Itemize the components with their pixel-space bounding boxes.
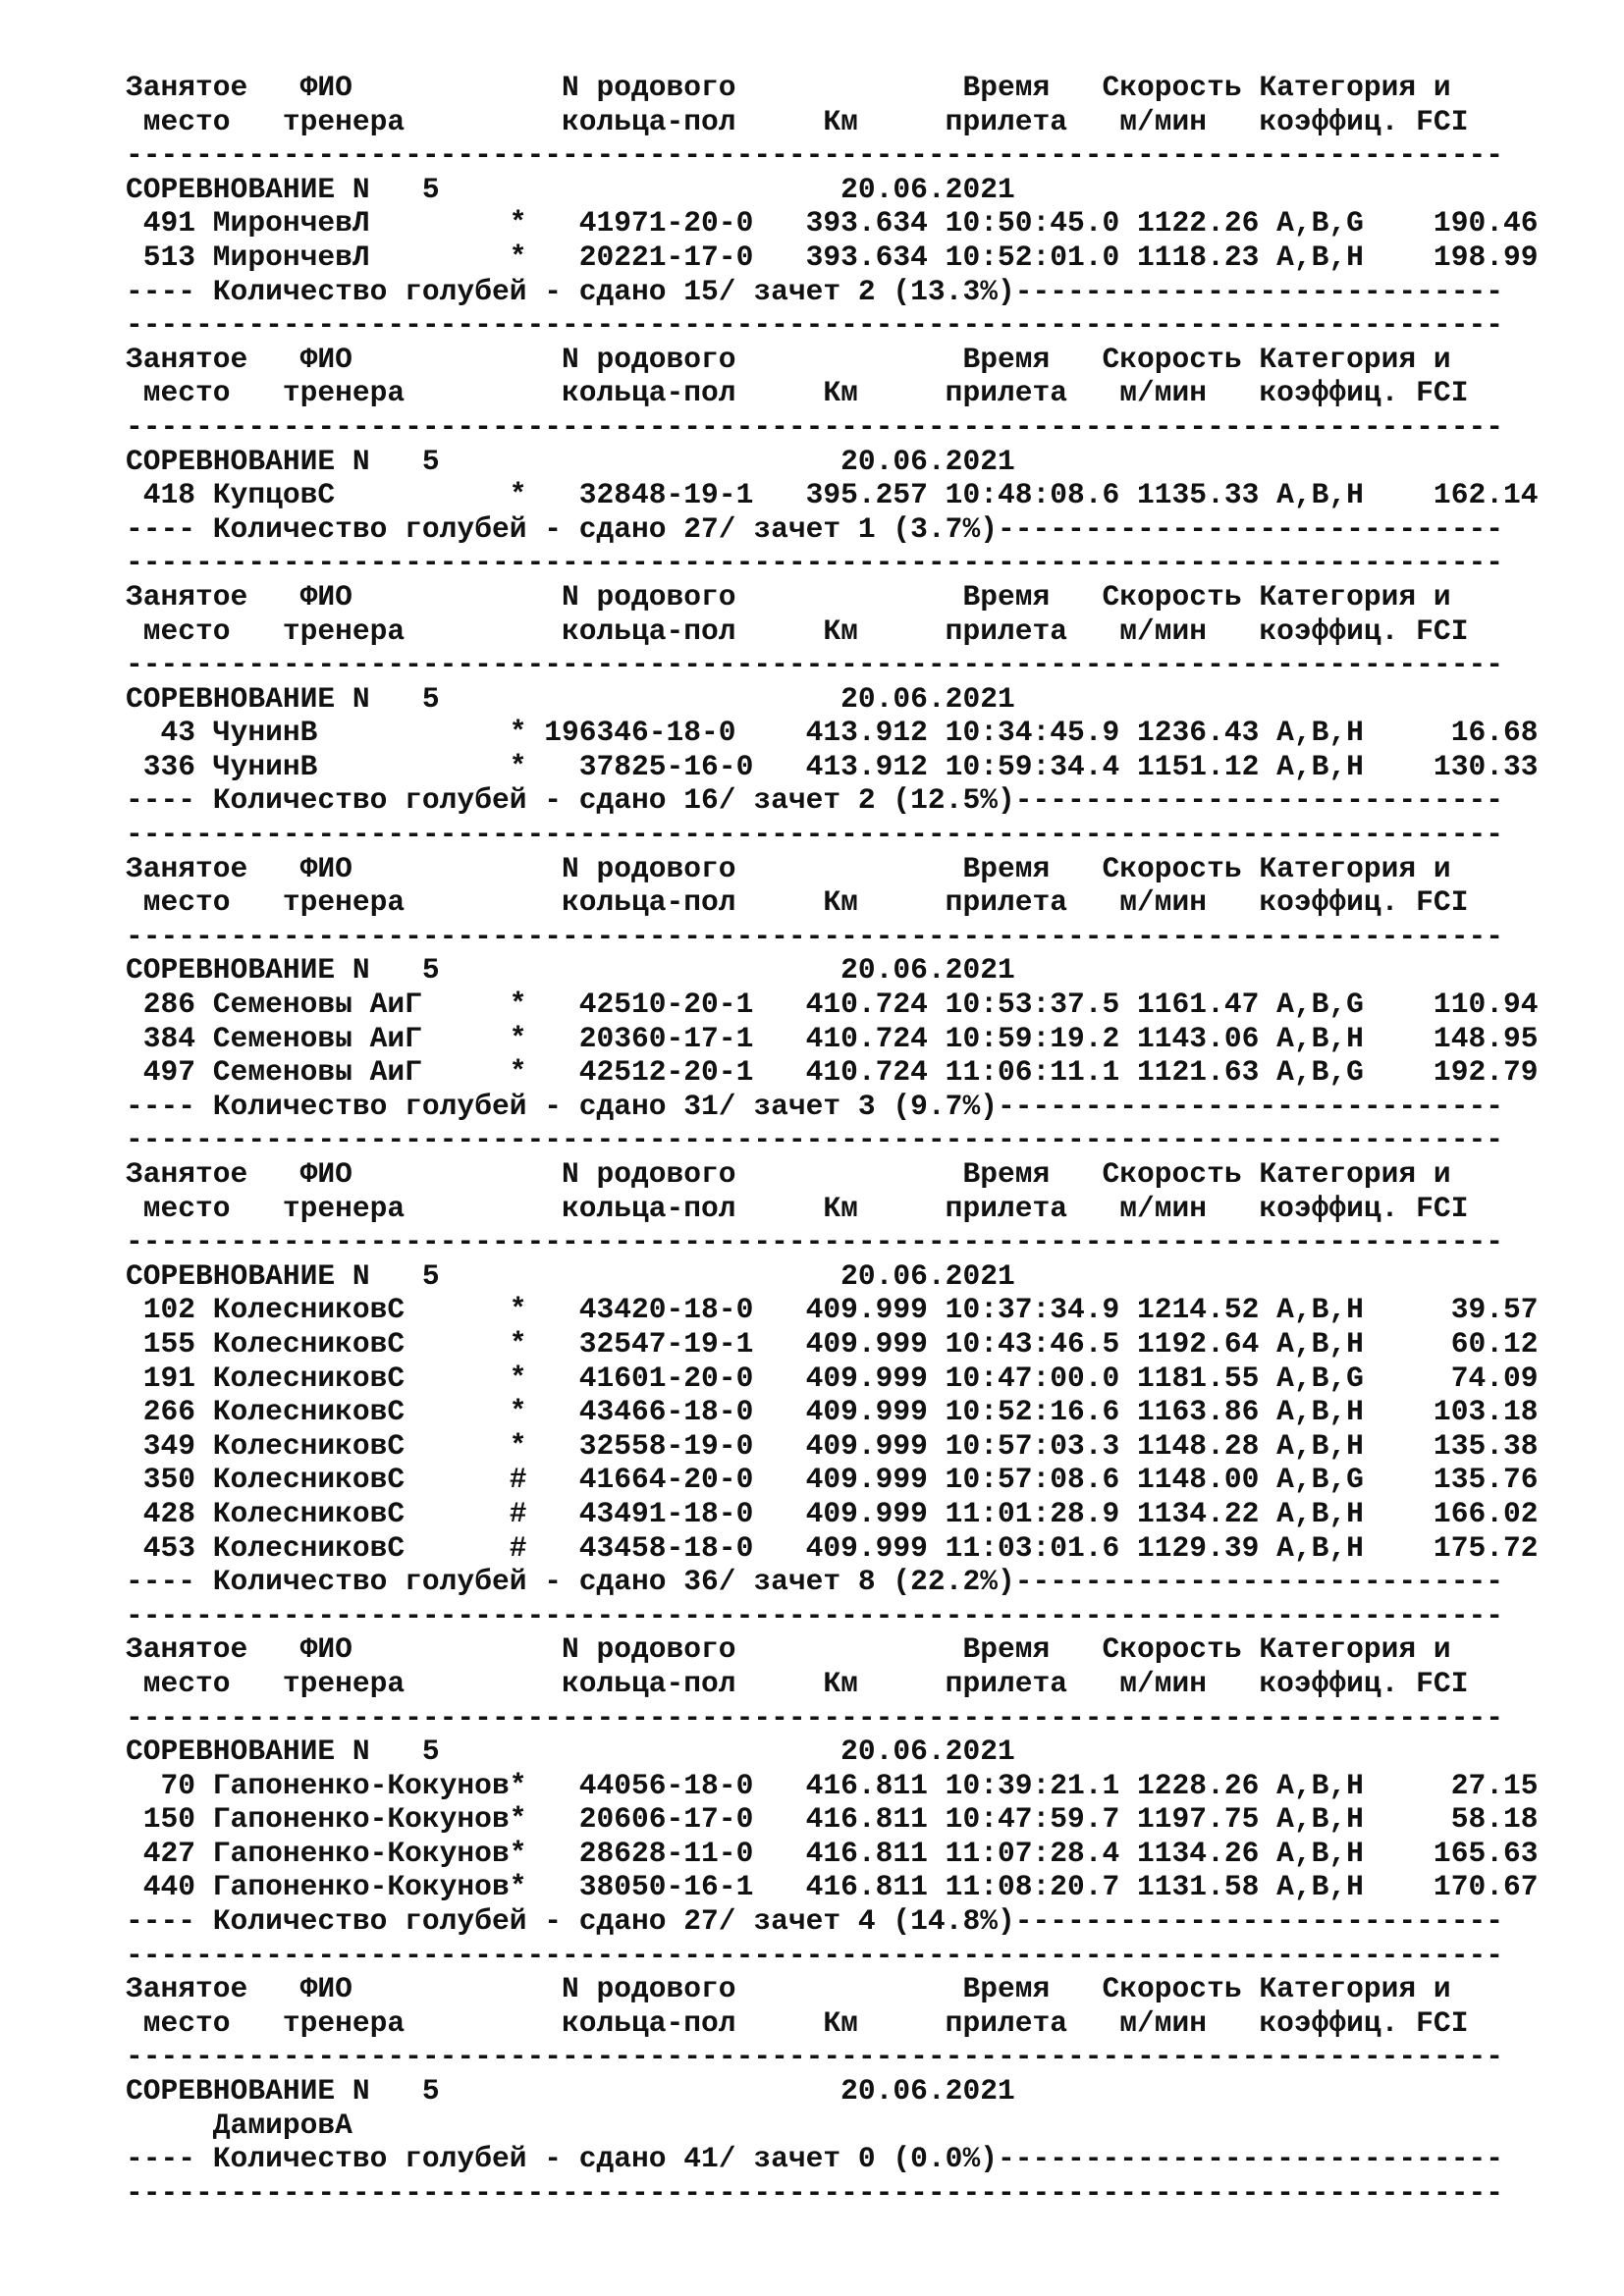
section-summary: ---- Количество голубей - сдано 41/ зачет 0 (0.0%)----------------------------- bbox=[126, 2142, 1503, 2176]
separator: ------------------------------------------------------------------------------- bbox=[126, 1225, 1503, 1259]
result-row: 43 ЧунинВ * 196346-18-0 413.912 10:34:45.9 1236.43 A,B,H 16.68 bbox=[126, 716, 1539, 750]
header-line-2: место тренера кольца-пол Км прилета м/мин коэффиц. FCI bbox=[126, 885, 1469, 920]
result-row: 427 Гапоненко-Кокунов* 28628-11-0 416.811 11:07:28.4 1134.26 A,B,H 165.63 bbox=[126, 1836, 1539, 1870]
result-row: 150 Гапоненко-Кокунов* 20606-17-0 416.811 10:47:59.7 1197.75 A,B,H 58.18 bbox=[126, 1802, 1539, 1837]
result-row: 191 КолесниковС * 41601-20-0 409.999 10:47:00.0 1181.55 A,B,G 74.09 bbox=[126, 1361, 1539, 1395]
result-row: 350 КолесниковС # 41664-20-0 409.999 10:57:08.6 1148.00 A,B,G 135.76 bbox=[126, 1463, 1539, 1497]
section-summary: ---- Количество голубей - сдано 27/ зачет 1 (3.7%)----------------------------- bbox=[126, 511, 1503, 546]
section-summary: ---- Количество голубей - сдано 15/ зачет 2 (13.3%)---------------------------- bbox=[126, 274, 1503, 308]
result-row: 453 КолесниковС # 43458-18-0 409.999 11:03:01.6 1129.39 A,B,H 175.72 bbox=[126, 1530, 1539, 1565]
separator: ------------------------------------------------------------------------------- bbox=[126, 1938, 1503, 1972]
separator: ------------------------------------------------------------------------------- bbox=[126, 818, 1503, 852]
results-document bbox=[126, 71, 1539, 2210]
result-row: ДамировА bbox=[126, 2108, 352, 2142]
separator: ------------------------------------------------------------------------------- bbox=[126, 2175, 1503, 2210]
header-line-2: место тренера кольца-пол Км прилета м/мин коэффиц. FCI bbox=[126, 1666, 1469, 1700]
header-line-1: Занятое ФИО N родового Время Скорость Категория и bbox=[126, 1632, 1451, 1667]
result-row: 336 ЧунинВ * 37825-16-0 413.912 10:59:34.4 1151.12 A,B,H 130.33 bbox=[126, 749, 1539, 783]
header-line-2: место тренера кольца-пол Км прилета м/мин коэффиц. FCI bbox=[126, 376, 1469, 410]
separator: ------------------------------------------------------------------------------- bbox=[126, 308, 1503, 343]
section-title: СОРЕВНОВАНИЕ N 5 20.06.2021 bbox=[126, 681, 1015, 716]
section-summary: ---- Количество голубей - сдано 36/ зачет 8 (22.2%)---------------------------- bbox=[126, 1565, 1503, 1599]
header-line-2: место тренера кольца-пол Км прилета м/мин коэффиц. FCI bbox=[126, 104, 1469, 138]
header-line-2: место тренера кольца-пол Км прилета м/мин коэффиц. FCI bbox=[126, 1191, 1469, 1225]
result-row: 155 КолесниковС * 32547-19-1 409.999 10:43:46.5 1192.64 A,B,H 60.12 bbox=[126, 1326, 1539, 1361]
section-summary: ---- Количество голубей - сдано 16/ зачет 2 (12.5%)---------------------------- bbox=[126, 783, 1503, 818]
header-line-1: Занятое ФИО N родового Время Скорость Категория и bbox=[126, 71, 1451, 104]
section-title: СОРЕВНОВАНИЕ N 5 20.06.2021 bbox=[126, 172, 1015, 206]
separator: ------------------------------------------------------------------------------- bbox=[126, 1598, 1503, 1632]
section-title: СОРЕВНОВАНИЕ N 5 20.06.2021 bbox=[126, 1258, 1015, 1293]
separator: ------------------------------------------------------------------------------- bbox=[126, 409, 1503, 444]
section-title: СОРЕВНОВАНИЕ N 5 20.06.2021 bbox=[126, 444, 1015, 478]
header-line-1: Занятое ФИО N родового Время Скорость Категория и bbox=[126, 1972, 1451, 2006]
separator: ------------------------------------------------------------------------------- bbox=[126, 1700, 1503, 1735]
separator: ------------------------------------------------------------------------------- bbox=[126, 546, 1503, 580]
separator: ------------------------------------------------------------------------------- bbox=[126, 1123, 1503, 1157]
section-summary: ---- Количество голубей - сдано 31/ зачет 3 (9.7%)----------------------------- bbox=[126, 1089, 1503, 1123]
section-title: СОРЕВНОВАНИЕ N 5 20.06.2021 bbox=[126, 1735, 1015, 1769]
result-row: 349 КолесниковС * 32558-19-0 409.999 10:57:03.3 1148.28 A,B,H 135.38 bbox=[126, 1428, 1539, 1463]
separator: ------------------------------------------------------------------------------- bbox=[126, 648, 1503, 682]
separator: ------------------------------------------------------------------------------- bbox=[126, 138, 1503, 173]
result-row: 418 КупцовС * 32848-19-1 395.257 10:48:08.6 1135.33 A,B,H 162.14 bbox=[126, 478, 1539, 512]
result-row: 513 МирончевЛ * 20221-17-0 393.634 10:52:01.0 1118.23 A,B,H 198.99 bbox=[126, 240, 1539, 274]
result-row: 440 Гапоненко-Кокунов* 38050-16-1 416.811 11:08:20.7 1131.58 A,B,H 170.67 bbox=[126, 1870, 1539, 1904]
result-row: 491 МирончевЛ * 41971-20-0 393.634 10:50:45.0 1122.26 A,B,G 190.46 bbox=[126, 206, 1539, 240]
result-row: 286 Семеновы АиГ * 42510-20-1 410.724 10:53:37.5 1161.47 A,B,G 110.94 bbox=[126, 988, 1539, 1022]
header-line-1: Занятое ФИО N родового Время Скорость Категория и bbox=[126, 851, 1451, 885]
header-line-1: Занятое ФИО N родового Время Скорость Категория и bbox=[126, 342, 1451, 376]
section-summary: ---- Количество голубей - сдано 27/ зачет 4 (14.8%)---------------------------- bbox=[126, 1904, 1503, 1939]
header-line-1: Занятое ФИО N родового Время Скорость Категория и bbox=[126, 1157, 1451, 1191]
result-row: 428 КолесниковС # 43491-18-0 409.999 11:01:28.9 1134.22 A,B,H 166.02 bbox=[126, 1496, 1539, 1530]
result-row: 497 Семеновы АиГ * 42512-20-1 410.724 11:06:11.1 1121.63 A,B,G 192.79 bbox=[126, 1055, 1539, 1090]
result-row: 384 Семеновы АиГ * 20360-17-1 410.724 10:59:19.2 1143.06 A,B,H 148.95 bbox=[126, 1021, 1539, 1055]
header-line-1: Занятое ФИО N родового Время Скорость Категория и bbox=[126, 579, 1451, 614]
result-row: 70 Гапоненко-Кокунов* 44056-18-0 416.811 10:39:21.1 1228.26 A,B,H 27.15 bbox=[126, 1768, 1539, 1802]
result-row: 102 КолесниковС * 43420-18-0 409.999 10:37:34.9 1214.52 A,B,H 39.57 bbox=[126, 1293, 1539, 1327]
separator: ------------------------------------------------------------------------------- bbox=[126, 2040, 1503, 2074]
section-title: СОРЕВНОВАНИЕ N 5 20.06.2021 bbox=[126, 953, 1015, 988]
result-row: 266 КолесниковС * 43466-18-0 409.999 10:52:16.6 1163.86 A,B,H 103.18 bbox=[126, 1395, 1539, 1429]
section-title: СОРЕВНОВАНИЕ N 5 20.06.2021 bbox=[126, 2074, 1015, 2109]
header-line-2: место тренера кольца-пол Км прилета м/мин коэффиц. FCI bbox=[126, 614, 1469, 648]
header-line-2: место тренера кольца-пол Км прилета м/мин коэффиц. FCI bbox=[126, 2005, 1469, 2040]
separator: ------------------------------------------------------------------------------- bbox=[126, 919, 1503, 953]
